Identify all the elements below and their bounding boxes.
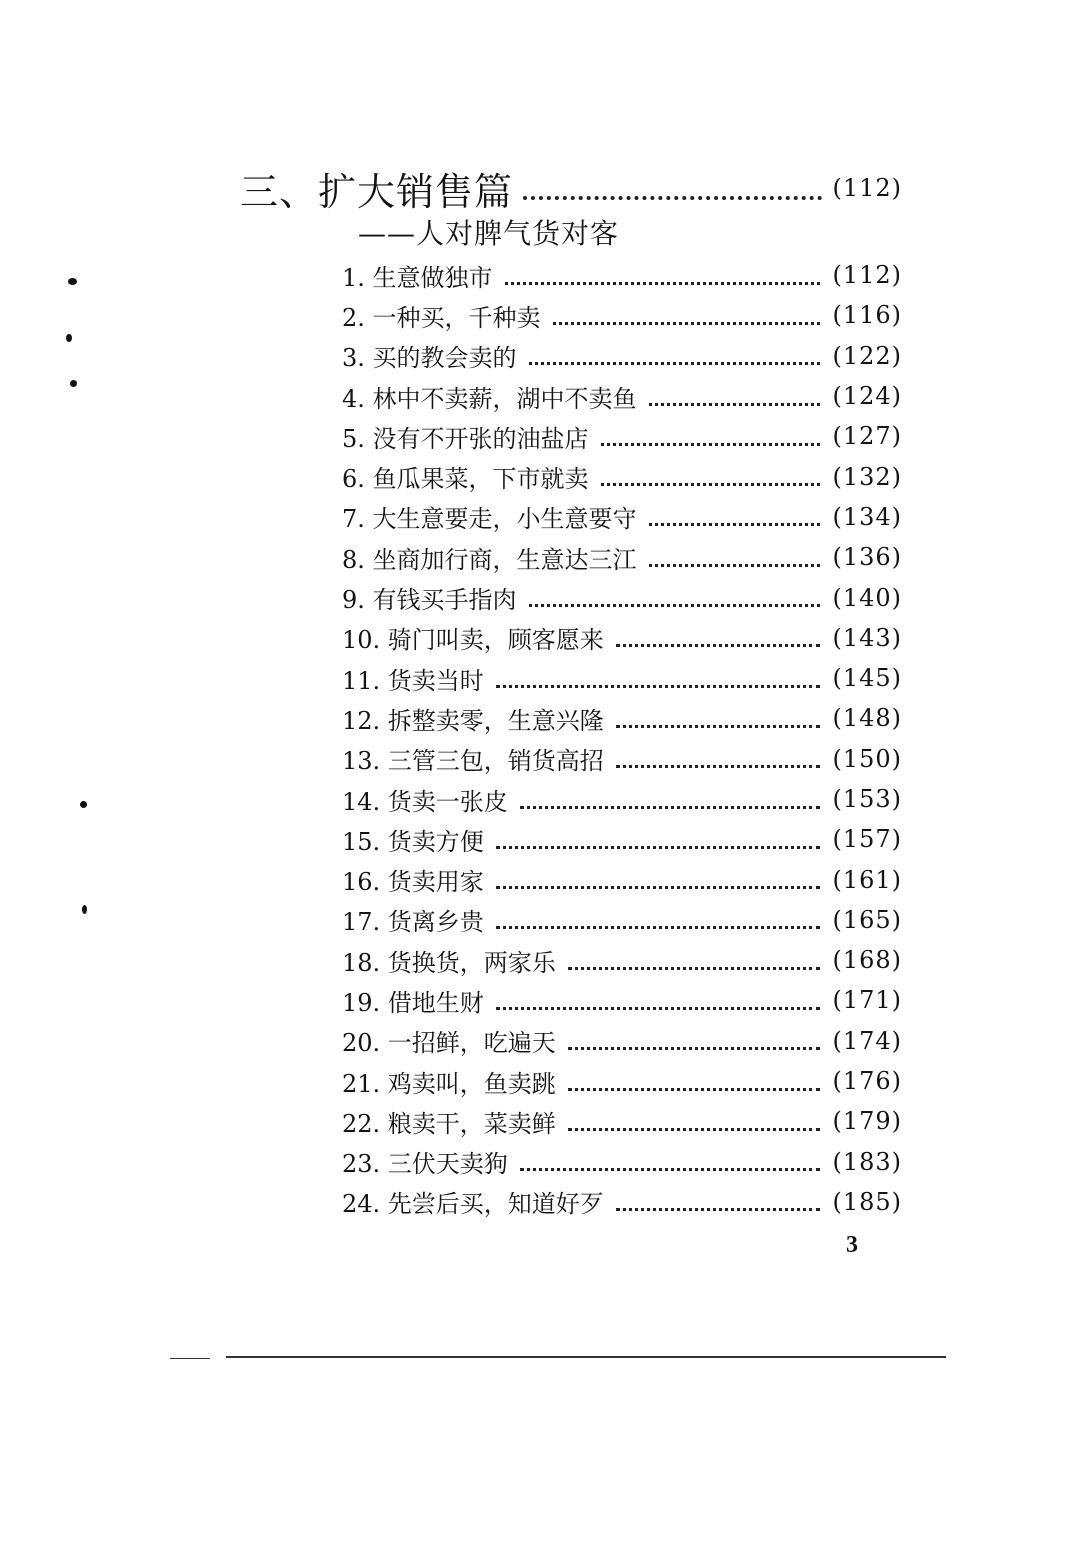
toc-entry-title: 16. 货卖用家 (342, 868, 484, 897)
toc-entry (342, 577, 902, 617)
scan-speck (66, 334, 72, 342)
toc-entry (342, 1182, 902, 1222)
dot-leader (616, 644, 821, 647)
toc-entry (342, 537, 902, 577)
dot-leader (601, 443, 821, 446)
toc-entry-title: 13. 三管三包，销货高招 (342, 747, 604, 776)
toc-entry-title: 6. 鱼瓜果菜，下市就卖 (342, 465, 589, 494)
toc-entry-page: (161) (832, 865, 902, 894)
dot-leader (505, 282, 821, 285)
dot-leader (568, 1128, 821, 1131)
toc-entry (342, 336, 902, 376)
toc-entry (342, 1142, 902, 1182)
toc-entry-title: 1. 生意做独市 (342, 263, 493, 292)
toc-entry-page: (122) (832, 341, 902, 370)
toc-entry-title: 24. 先尝后买，知道好歹 (342, 1190, 604, 1219)
toc-entry-page: (150) (832, 744, 902, 773)
toc-entry-page: (127) (832, 422, 902, 451)
toc-entry-page: (157) (832, 825, 902, 854)
dot-leader (649, 564, 821, 567)
toc-entry (342, 658, 902, 698)
dot-leader (523, 196, 822, 200)
dot-leader (520, 806, 821, 809)
toc-entry-title: 8. 坐商加行商，生意达三江 (342, 545, 637, 574)
dot-leader (496, 846, 821, 849)
toc-entry (342, 376, 902, 416)
dot-leader (496, 1007, 821, 1010)
toc-entry-page: (136) (832, 543, 902, 572)
dot-leader (520, 1168, 821, 1171)
toc-entry-title: 11. 货卖当时 (342, 666, 484, 695)
toc-entry-page: (134) (832, 502, 902, 531)
toc-entry-page: (145) (832, 664, 902, 693)
part-page-ref: (112) (832, 174, 902, 202)
dot-leader (496, 886, 821, 889)
toc-entry-title: 14. 货卖一张皮 (342, 787, 508, 816)
toc-entry-title: 17. 货离乡贵 (342, 908, 484, 937)
dot-leader (496, 926, 821, 929)
toc-entry-title: 19. 借地生财 (342, 988, 484, 1017)
toc-entry (342, 497, 902, 537)
scan-edge-line (170, 1358, 210, 1359)
toc-entry-title: 10. 骑门叫卖，顾客愿来 (342, 626, 604, 655)
toc-entry-title: 22. 粮卖干，菜卖鲜 (342, 1109, 556, 1138)
toc-entry (342, 1021, 902, 1061)
toc-entry-title: 18. 货换货，两家乐 (342, 948, 556, 977)
toc-entry-page: (176) (832, 1067, 902, 1096)
toc-entry-title: 7. 大生意要走，小生意要守 (342, 505, 637, 534)
dot-leader (529, 604, 821, 607)
toc-entry-title: 2. 一种买，千种卖 (342, 303, 541, 332)
toc-entry-page: (174) (832, 1026, 902, 1055)
toc-entry-title: 4. 林中不卖薪，湖中不卖鱼 (342, 384, 637, 413)
scan-speck (68, 278, 77, 285)
page-number: 3 (846, 1232, 858, 1258)
toc-entry-page: (183) (832, 1147, 902, 1176)
toc-entry (342, 456, 902, 496)
toc-entry (342, 255, 902, 295)
part-subtitle: ——人对脾气货对客 (358, 217, 620, 250)
toc-entry-title: 3. 买的教会卖的 (342, 344, 517, 373)
toc-entry-title: 12. 拆整卖零，生意兴隆 (342, 706, 604, 735)
toc-entry-page: (165) (832, 905, 902, 934)
toc-entry (342, 980, 902, 1020)
toc-entry-page: (116) (832, 301, 902, 330)
scan-speck (80, 801, 87, 808)
toc-entry (342, 698, 902, 738)
dot-leader (553, 322, 821, 325)
toc-entry (342, 618, 902, 658)
toc-entry (342, 739, 902, 779)
toc-entry (342, 940, 902, 980)
toc-entry (342, 819, 902, 859)
part-title: 三、扩大销售篇 (240, 169, 514, 214)
toc-entry-title: 15. 货卖方便 (342, 827, 484, 856)
toc-entry-title: 5. 没有不开张的油盐店 (342, 424, 589, 453)
dot-leader (649, 523, 821, 526)
toc-entry (342, 779, 902, 819)
toc-entry-page: (132) (832, 462, 902, 491)
toc-entry-page: (112) (832, 261, 902, 290)
dot-leader (601, 483, 821, 486)
dot-leader (568, 1047, 821, 1050)
scan-speck (70, 380, 77, 387)
scan-speck (82, 905, 87, 914)
dot-leader (616, 765, 821, 768)
toc-entry-page: (185) (832, 1187, 902, 1216)
dot-leader (568, 1088, 821, 1091)
toc-entry-page: (143) (832, 623, 902, 652)
scan-edge-line (226, 1356, 946, 1358)
toc-entry-page: (153) (832, 785, 902, 813)
toc-entry (342, 900, 902, 940)
dot-leader (616, 1208, 821, 1211)
toc-list (342, 255, 902, 1222)
dot-leader (649, 403, 821, 406)
toc-entry-page: (168) (832, 946, 902, 975)
dot-leader (616, 725, 821, 728)
part-heading-row (240, 160, 902, 216)
toc-entry-page: (140) (832, 583, 902, 612)
dot-leader (529, 362, 821, 365)
toc-entry (342, 295, 902, 335)
toc-entry (342, 1101, 902, 1141)
toc-entry-title: 21. 鸡卖叫，鱼卖跳 (342, 1069, 556, 1098)
toc-entry (342, 416, 902, 456)
toc-entry-page: (179) (832, 1107, 902, 1136)
toc-entry (342, 859, 902, 899)
dot-leader (568, 967, 821, 970)
toc-entry-page: (148) (832, 704, 902, 733)
toc-entry-page: (124) (832, 382, 902, 411)
toc-entry-title: 9. 有钱买手指肉 (342, 586, 517, 615)
toc-entry-title: 23. 三伏天卖狗 (342, 1150, 508, 1179)
toc-entry-page: (171) (832, 986, 902, 1015)
toc-entry-title: 20. 一招鲜，吃遍天 (342, 1029, 556, 1058)
toc-entry (342, 1061, 902, 1101)
dot-leader (496, 685, 821, 688)
